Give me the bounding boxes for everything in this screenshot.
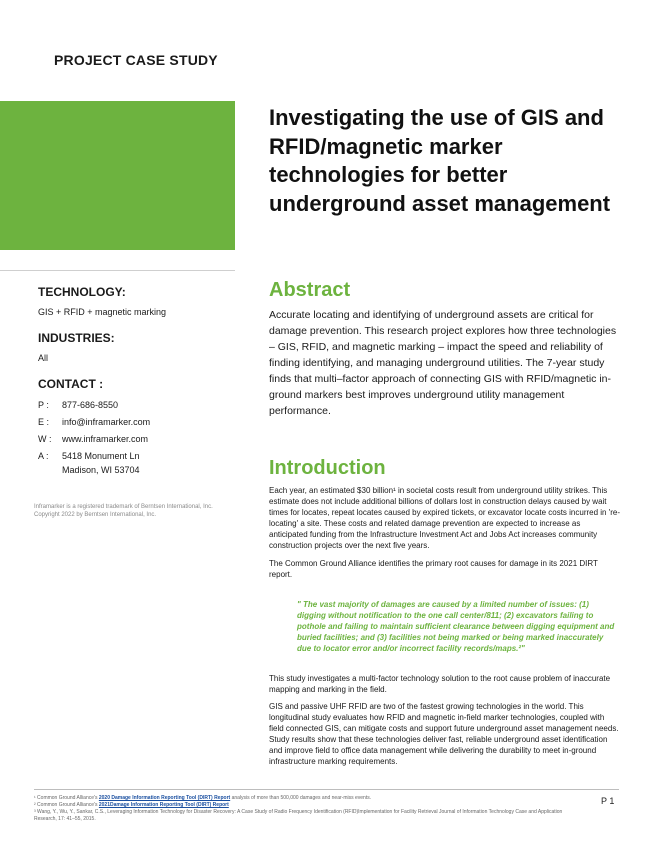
page-number: P 1 xyxy=(601,796,615,806)
contact-email xyxy=(38,416,228,428)
abstract-text: Accurate locating and identifying of underground assets are critical for damage prevention. This research project explores how three technologies – GIS, RFID, and magnetic marking – impact the speed and reliability of finding identifying, and managing underground utilities. The 7-year study finds that multi–factor approach of connecting GIS with RFID/magnetic in-ground markers best improves underground utility management performance. xyxy=(269,309,617,417)
footnote-text: analysis of more than 500,000 damages and near-miss events. xyxy=(230,795,372,801)
introduction-heading: Introduction xyxy=(269,457,386,479)
contact-address xyxy=(38,450,228,462)
footnote-text: ² Common Ground Alliance's xyxy=(34,802,99,808)
dirt-2020-link[interactable]: 2020 Damage Information Reporting Tool (DIRT) Report xyxy=(98,795,231,801)
footnote-divider xyxy=(34,789,619,790)
document-header: PROJECT CASE STUDY xyxy=(54,52,218,68)
technology-heading: TECHNOLOGY: xyxy=(38,285,126,299)
contact-key: P : xyxy=(38,400,49,410)
email-value[interactable]: info@inframarker.com xyxy=(62,417,151,427)
contact-phone xyxy=(38,399,228,411)
contact-key xyxy=(38,464,62,476)
dirt-2021-link[interactable]: 2021Damage Information Reporting Tool (DIRT) Report xyxy=(98,802,229,808)
trademark-text: Inframarker is a registered trademark of Berntsen International, Inc. xyxy=(34,504,213,510)
introduction-body-cont xyxy=(269,673,621,773)
industries-heading: INDUSTRIES: xyxy=(38,331,115,345)
page-title: Investigating the use of GIS and RFID/magnetic marker technologies for better underground asset management xyxy=(269,105,611,216)
intro-paragraph-2: The Common Ground Alliance identifies the primary root causes for damage in its 2021 DIRT report. xyxy=(269,559,598,579)
footnote-text: ¹ Common Ground Alliance's xyxy=(34,795,99,801)
footnote-3: ³ Wang, Y., Wu, Y., Sankar, C.S., Leveraging Information Technology for Disaster Recovery: A Case Study of Radio Frequency Identification (RFID)Implementation for Facility Retrieval Journal of Information Technology Case and Application Research, 17: 41–55, 2015. xyxy=(34,809,563,822)
sidebar xyxy=(38,285,228,481)
intro-paragraph-1: Each year, an estimated $30 billion¹ in societal costs result from underground utility strikes. This estimate does not include additional billions of dollars lost in construction delays caused by wait times for locates, repeat locates caused by expired tickets, or excavator locate costs incurred in 're-locating' a site. These costs and related damage prevention are expected to increase as anticipated funding from the Infrastructure Investment Act and Jobs Act increases community construction projects over the next five years. xyxy=(269,486,621,550)
contact-address-cont xyxy=(38,464,228,476)
contact-heading: CONTACT : xyxy=(38,377,104,391)
contact-key: W : xyxy=(38,434,52,444)
sidebar-divider xyxy=(0,270,235,271)
abstract-heading: Abstract xyxy=(269,279,351,301)
introduction-body xyxy=(269,485,621,587)
address-line-1: 5418 Monument Ln xyxy=(62,451,140,461)
footnote-2 xyxy=(34,802,574,809)
footnote-1 xyxy=(34,795,574,802)
contact-website xyxy=(38,433,228,445)
address-line-2: Madison, WI 53704 xyxy=(62,465,140,475)
footnotes xyxy=(34,795,574,823)
phone-value[interactable]: 877-686-8550 xyxy=(62,400,119,410)
intro-paragraph-3: This study investigates a multi-factor technology solution to the root cause problem of inaccurate mapping and marking in the field. xyxy=(269,674,611,694)
accent-block xyxy=(0,101,235,250)
website-value[interactable]: www.inframarker.com xyxy=(62,434,149,444)
technology-text: GIS + RFID + magnetic marking xyxy=(38,307,167,317)
legal-notice xyxy=(34,503,214,519)
contact-key: A : xyxy=(38,451,49,461)
contact-key: E : xyxy=(38,417,50,427)
intro-paragraph-4: GIS and passive UHF RFID are two of the fastest growing technologies in the world. This longitudinal study evaluates how RFID and magnetic in-field marker technologies, coupled with field connected GIS, can mitigate costs and support future underground asset management needs. Study results show that these technologies deliver fast, reliable underground asset identification and improve field to office data management while delivering the durability to meet in-ground infrastructure marking requirements. xyxy=(269,702,619,766)
pull-quote: " The vast majority of damages are caused by a limited number of issues: (1) digging without notification to the one call center/811; (2) excavators failing to pothole and failing to maintain sufficient clearance between digging equipment and buried facilities; and (3) facilities not being marked or being marked inaccurately due to locator error and/or incorrect facility records/maps.²" xyxy=(297,600,615,653)
copyright-text: Copyright 2022 by Berntsen International, Inc. xyxy=(34,512,157,518)
industries-text: All xyxy=(38,353,49,363)
